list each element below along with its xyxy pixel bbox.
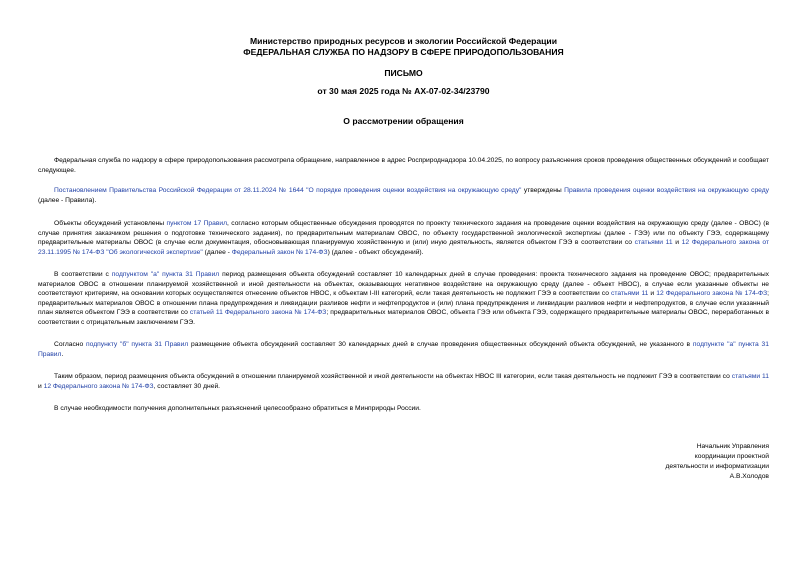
text-run: и bbox=[38, 382, 44, 390]
text-run: ; предварительных материалов ОВОС в отношении плана предупреждения и ликвидации разливов нефти и нефтепродуктов и (или) плана предупреждения и ликвидации разливов нефти и нефтепродуктов, в случае если указанный план является объектом ГЭЭ в соответствии со bbox=[38, 290, 769, 316]
paragraph-discussion-objects bbox=[38, 219, 769, 257]
signature-position-line-2: координации проектной bbox=[694, 453, 769, 460]
signature-position-line-1: Начальник Управления bbox=[696, 443, 769, 450]
text-run: ; предварительных материалов ОВОС, объекта ГЭЭ или объекта ГЭЭ, содержащего предварительные материалы ОВОС, переработанных в соответствии с отрицательным заключением ГЭЭ. bbox=[38, 309, 770, 326]
document-type: ПИСЬМО bbox=[384, 68, 423, 78]
text-run: В случае необходимости получения дополнительных разъяснений целесообразно обратиться в Минприроды России. bbox=[54, 405, 421, 412]
signatory-name: А.В.Холодов bbox=[729, 473, 769, 480]
paragraph-conclusion bbox=[38, 372, 769, 391]
link-subitem-a-item-31[interactable]: подпунктом "а" пункта 31 Правил bbox=[111, 271, 220, 278]
text-run: и bbox=[648, 290, 657, 297]
text-run: , составляет 30 дней. bbox=[153, 382, 221, 390]
link-article-11[interactable]: статьями 11 bbox=[611, 290, 649, 297]
document-subject: О рассмотрении обращения bbox=[343, 116, 464, 126]
link-law-174-article-11[interactable]: статьей 11 Федерального закона № 174-ФЗ bbox=[189, 309, 327, 316]
text-run: (далее - Правила). bbox=[38, 196, 97, 204]
text-run: и bbox=[672, 239, 682, 246]
text-run: утверждены bbox=[521, 187, 565, 194]
text-run: Объекты обсуждений установлены bbox=[54, 220, 167, 227]
link-ovos-rules[interactable]: Правила проведения оценки воздействия на окружающую среду bbox=[564, 187, 769, 194]
text-run: (далее - bbox=[202, 248, 232, 256]
link-government-decree[interactable]: Постановлением Правительства Российской Федерации от 28.11.2024 № 1644 "О порядке проведения оценки воздействия на окружающую среду" bbox=[54, 187, 522, 194]
text-run: . bbox=[61, 350, 64, 358]
link-article-11[interactable]: статьями 11 bbox=[731, 373, 769, 380]
signature-block bbox=[665, 442, 769, 482]
paragraph-intro bbox=[38, 156, 769, 175]
text-run: период размещения объекта обсуждений составляет 10 календарных дней в случае проведения: проекта технического задания на проведение ОВОС; предварительных материалов ОВОС в отношении планируемой хозяйственной и иной деятельности на объектах, оказывающих негативное воздействие на окружающую среду (далее - объект НВОС), в случае если указанные объекты не соответствуют критериям, на основании которых осуществляется отнесение объектов НВОС, к объектам I-III категорий, если такая деятельность не подлежит ГЭЭ в соответствии со bbox=[38, 271, 769, 297]
text-run: Таким образом, период размещения объекта обсуждений в отношении планируемой хозяйственной и иной деятельности на объектах НВОС III категории, если такая деятельность не подлежит ГЭЭ в соответствии со bbox=[54, 373, 732, 380]
link-rules-item-17[interactable]: пунктом 17 Правил bbox=[166, 220, 228, 227]
document-date-number: от 30 мая 2025 года № АХ-07-02-34/23790 bbox=[317, 86, 490, 96]
text-run: размещение объекта обсуждений составляет 30 календарных дней в случае проведения общественных обсуждений объекта обсуждений, не указанного в bbox=[188, 341, 693, 348]
paragraph-10-days bbox=[38, 270, 769, 327]
text-run: Согласно bbox=[54, 341, 87, 348]
signature-position-line-3: деятельности и информатизации bbox=[665, 463, 769, 470]
text-run: В соответствии с bbox=[54, 271, 112, 278]
paragraph-regulation bbox=[38, 186, 769, 205]
text-run: , согласно которым общественные обсуждения проводятся по проекту технического задания на проведение оценки воздействия на окружающую среду (далее - ОВОС) (в случае принятия заказчиком решения о подготовке технического задания), по предварительным материалам ОВОС, по объекту государственной экологической экспертизы (далее - ГЭЭ) или по объекту ГЭЭ, содержащему предварительные материалы ОВОС (в случае если документация, обосновывающая планируемую хозяйственную и (или) иную деятельность, является объектом ГЭЭ в соответствии со bbox=[38, 220, 769, 246]
text-run: ) (далее - объект обсуждений). bbox=[327, 248, 424, 256]
ministry-name: Министерство природных ресурсов и экологии Российской Федерации bbox=[250, 36, 557, 46]
paragraph-30-days bbox=[38, 340, 769, 359]
link-federal-law-174-short[interactable]: Федеральный закон № 174-ФЗ bbox=[231, 248, 328, 256]
link-article-11[interactable]: статьями 11 bbox=[634, 239, 673, 246]
link-law-174-article-12[interactable]: 12 Федерального закона № 174-ФЗ bbox=[43, 382, 154, 390]
link-subitem-b-item-31[interactable]: подпункту "б" пункта 31 Правил bbox=[86, 341, 189, 348]
link-federal-law-174[interactable]: 12 Федерального закона от 23.11.1995 № 174-ФЗ "Об экологической экспертизе" bbox=[38, 239, 770, 256]
paragraph-contact bbox=[38, 404, 769, 414]
link-law-174-article-12[interactable]: 12 Федерального закона № 174-ФЗ bbox=[656, 290, 768, 297]
text-run: Федеральная служба по надзору в сфере природопользования рассмотрела обращение, направленное в адрес Росприроднадзора 10.04.2025, по вопросу разъяснения сроков проведения общественных обсуждений и сообщает следующее. bbox=[38, 157, 769, 174]
service-name: ФЕДЕРАЛЬНАЯ СЛУЖБА ПО НАДЗОРУ В СФЕРЕ ПРИРОДОПОЛЬЗОВАНИЯ bbox=[243, 47, 564, 57]
link-subitem-a-item-31[interactable]: подпункте "а" пункта 31 Правил bbox=[38, 341, 769, 358]
